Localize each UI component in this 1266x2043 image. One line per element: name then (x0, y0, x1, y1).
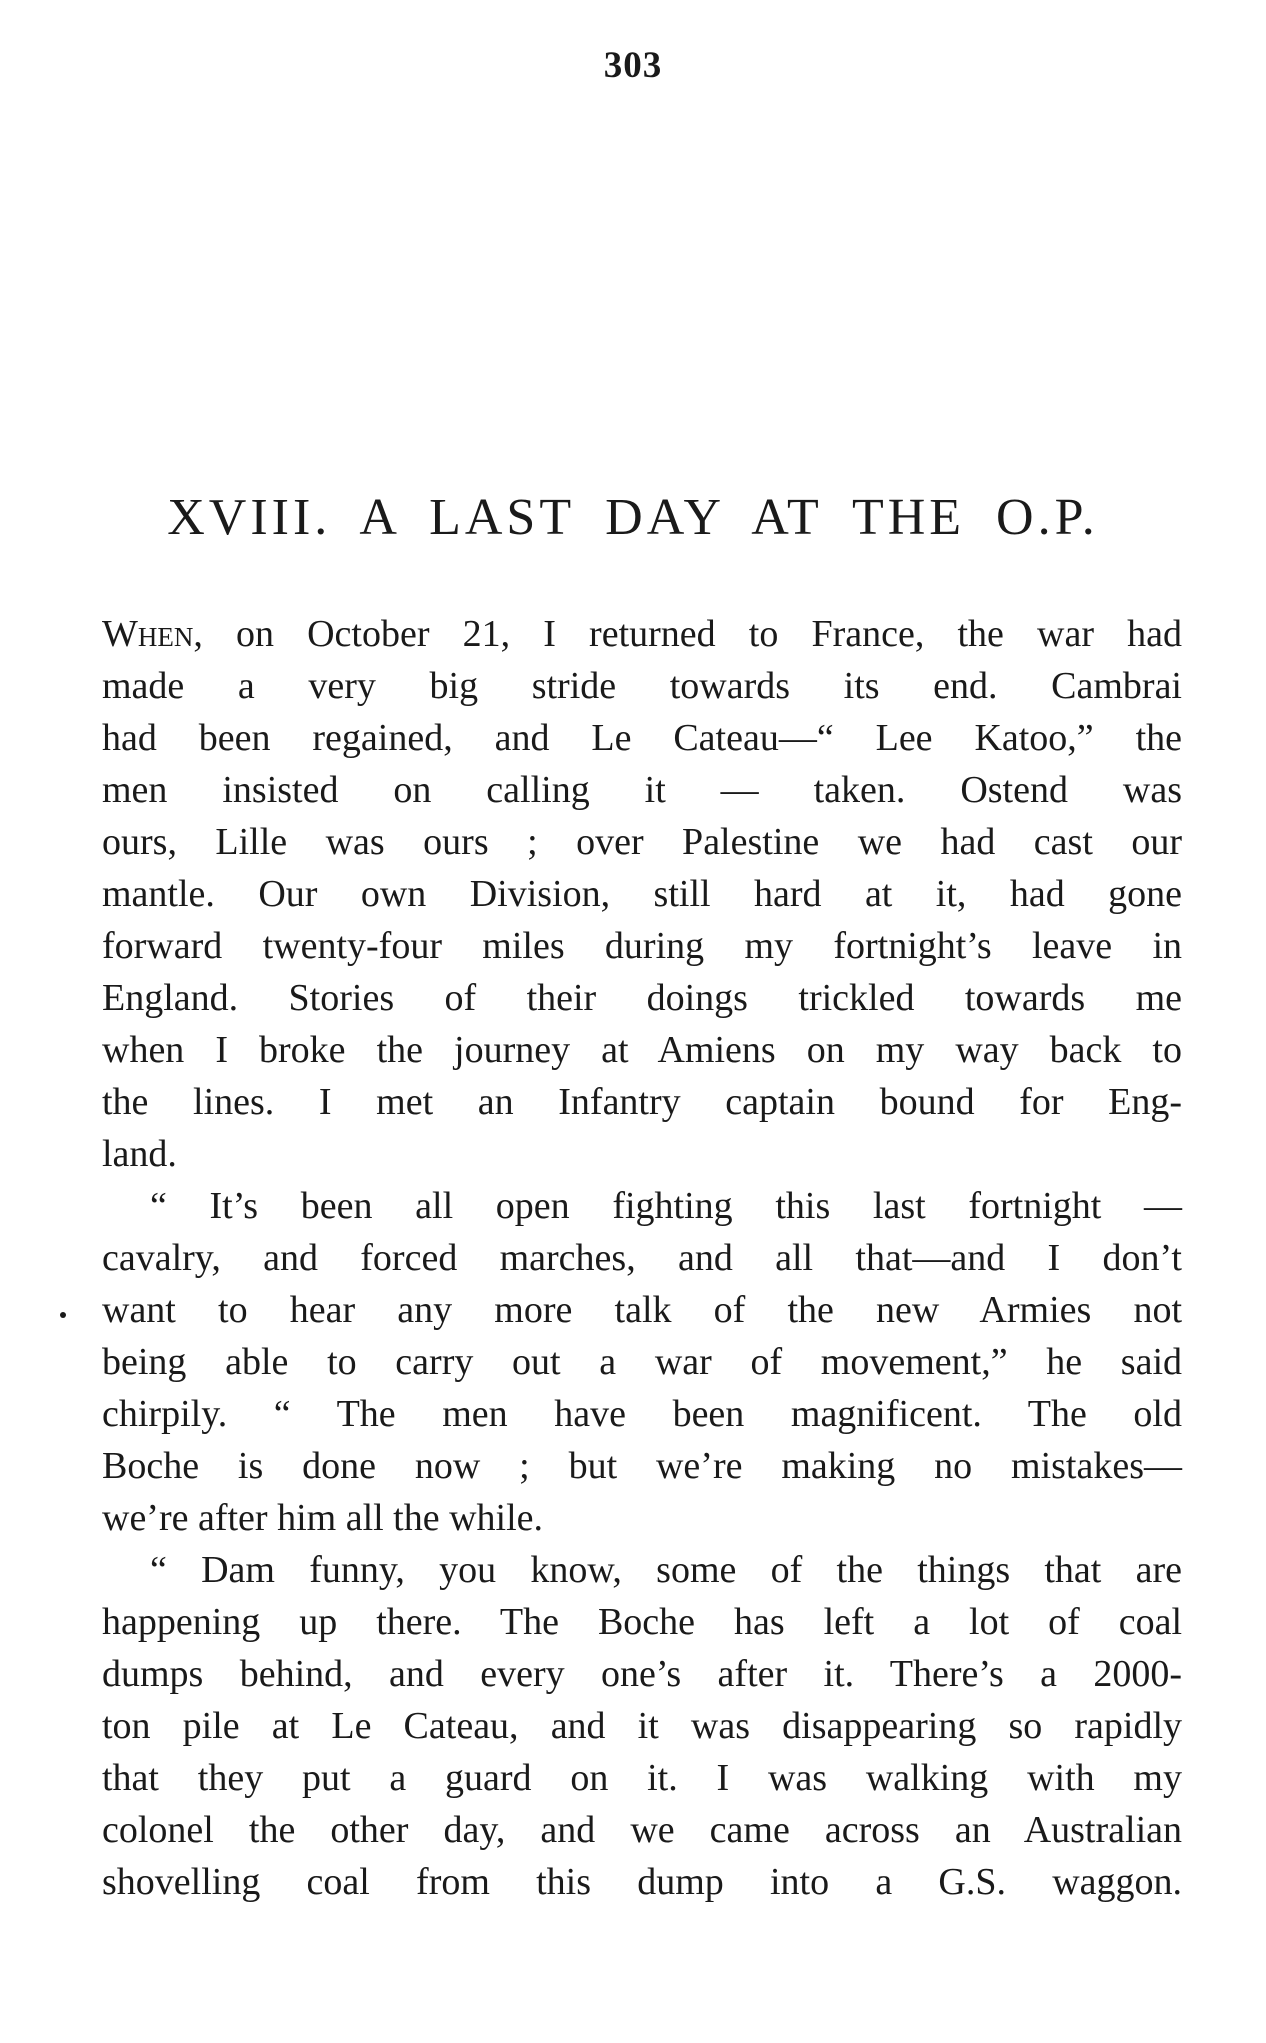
text-line: shovelling coal from this dump into a G.S. waggon. (102, 1861, 1182, 1903)
text-line: “ Dam funny, you know, some of the things that are (150, 1549, 1182, 1591)
text-line: England. Stories of their doings trickled towards me (102, 977, 1182, 1019)
text-line: mantle. Our own Division, still hard at it, had gone (102, 873, 1182, 915)
text-line: forward twenty-four miles during my fortnight’s leave in (102, 925, 1182, 967)
text-line: cavalry, and forced marches, and all that—and I don’t (102, 1237, 1182, 1279)
paragraph (102, 608, 1182, 1180)
text-line (102, 608, 1182, 660)
line-text: , on October 21, I returned to France, the war had (193, 613, 1182, 655)
text-line: had been regained, and Le Cateau—“ Lee Katoo,” the (102, 717, 1182, 759)
text-line: ours, Lille was ours ; over Palestine we had cast our (102, 821, 1182, 863)
text-line: colonel the other day, and we came across an Australian (102, 1809, 1182, 1851)
chapter-title: XVIII. A LAST DAY AT THE O.P. (167, 489, 1099, 546)
paragraph (102, 1180, 1182, 1544)
text-line: the lines. I met an Infantry captain bound for Eng- (102, 1081, 1182, 1123)
page-number: 303 (603, 45, 663, 86)
text-line: land. (102, 1133, 177, 1175)
text-line: Boche is done now ; but we’re making no mistakes— (102, 1445, 1182, 1487)
body-text (102, 608, 1182, 1908)
text-line: dumps behind, and every one’s after it. There’s a 2000- (102, 1653, 1182, 1695)
paragraph (102, 1544, 1182, 1908)
margin-mark (60, 1312, 66, 1318)
text-line: happening up there. The Boche has left a lot of coal (102, 1601, 1182, 1643)
text-line: men insisted on calling it — taken. Ostend was (102, 769, 1182, 811)
text-line: ton pile at Le Cateau, and it was disappearing so rapidly (102, 1705, 1182, 1747)
text-line: made a very big stride towards its end. Cambrai (102, 665, 1182, 707)
text-line: that they put a guard on it. I was walking with my (102, 1757, 1182, 1799)
text-line: being able to carry out a war of movement,” he said (102, 1341, 1182, 1383)
text-line: when I broke the journey at Amiens on my way back to (102, 1029, 1182, 1071)
text-line: “ It’s been all open fighting this last fortnight — (150, 1185, 1182, 1227)
text-line: we’re after him all the while. (102, 1497, 544, 1539)
drop-lead-word: When (102, 613, 194, 655)
text-line: want to hear any more talk of the new Armies not (102, 1289, 1182, 1331)
text-line: chirpily. “ The men have been magnificent. The old (102, 1393, 1182, 1435)
